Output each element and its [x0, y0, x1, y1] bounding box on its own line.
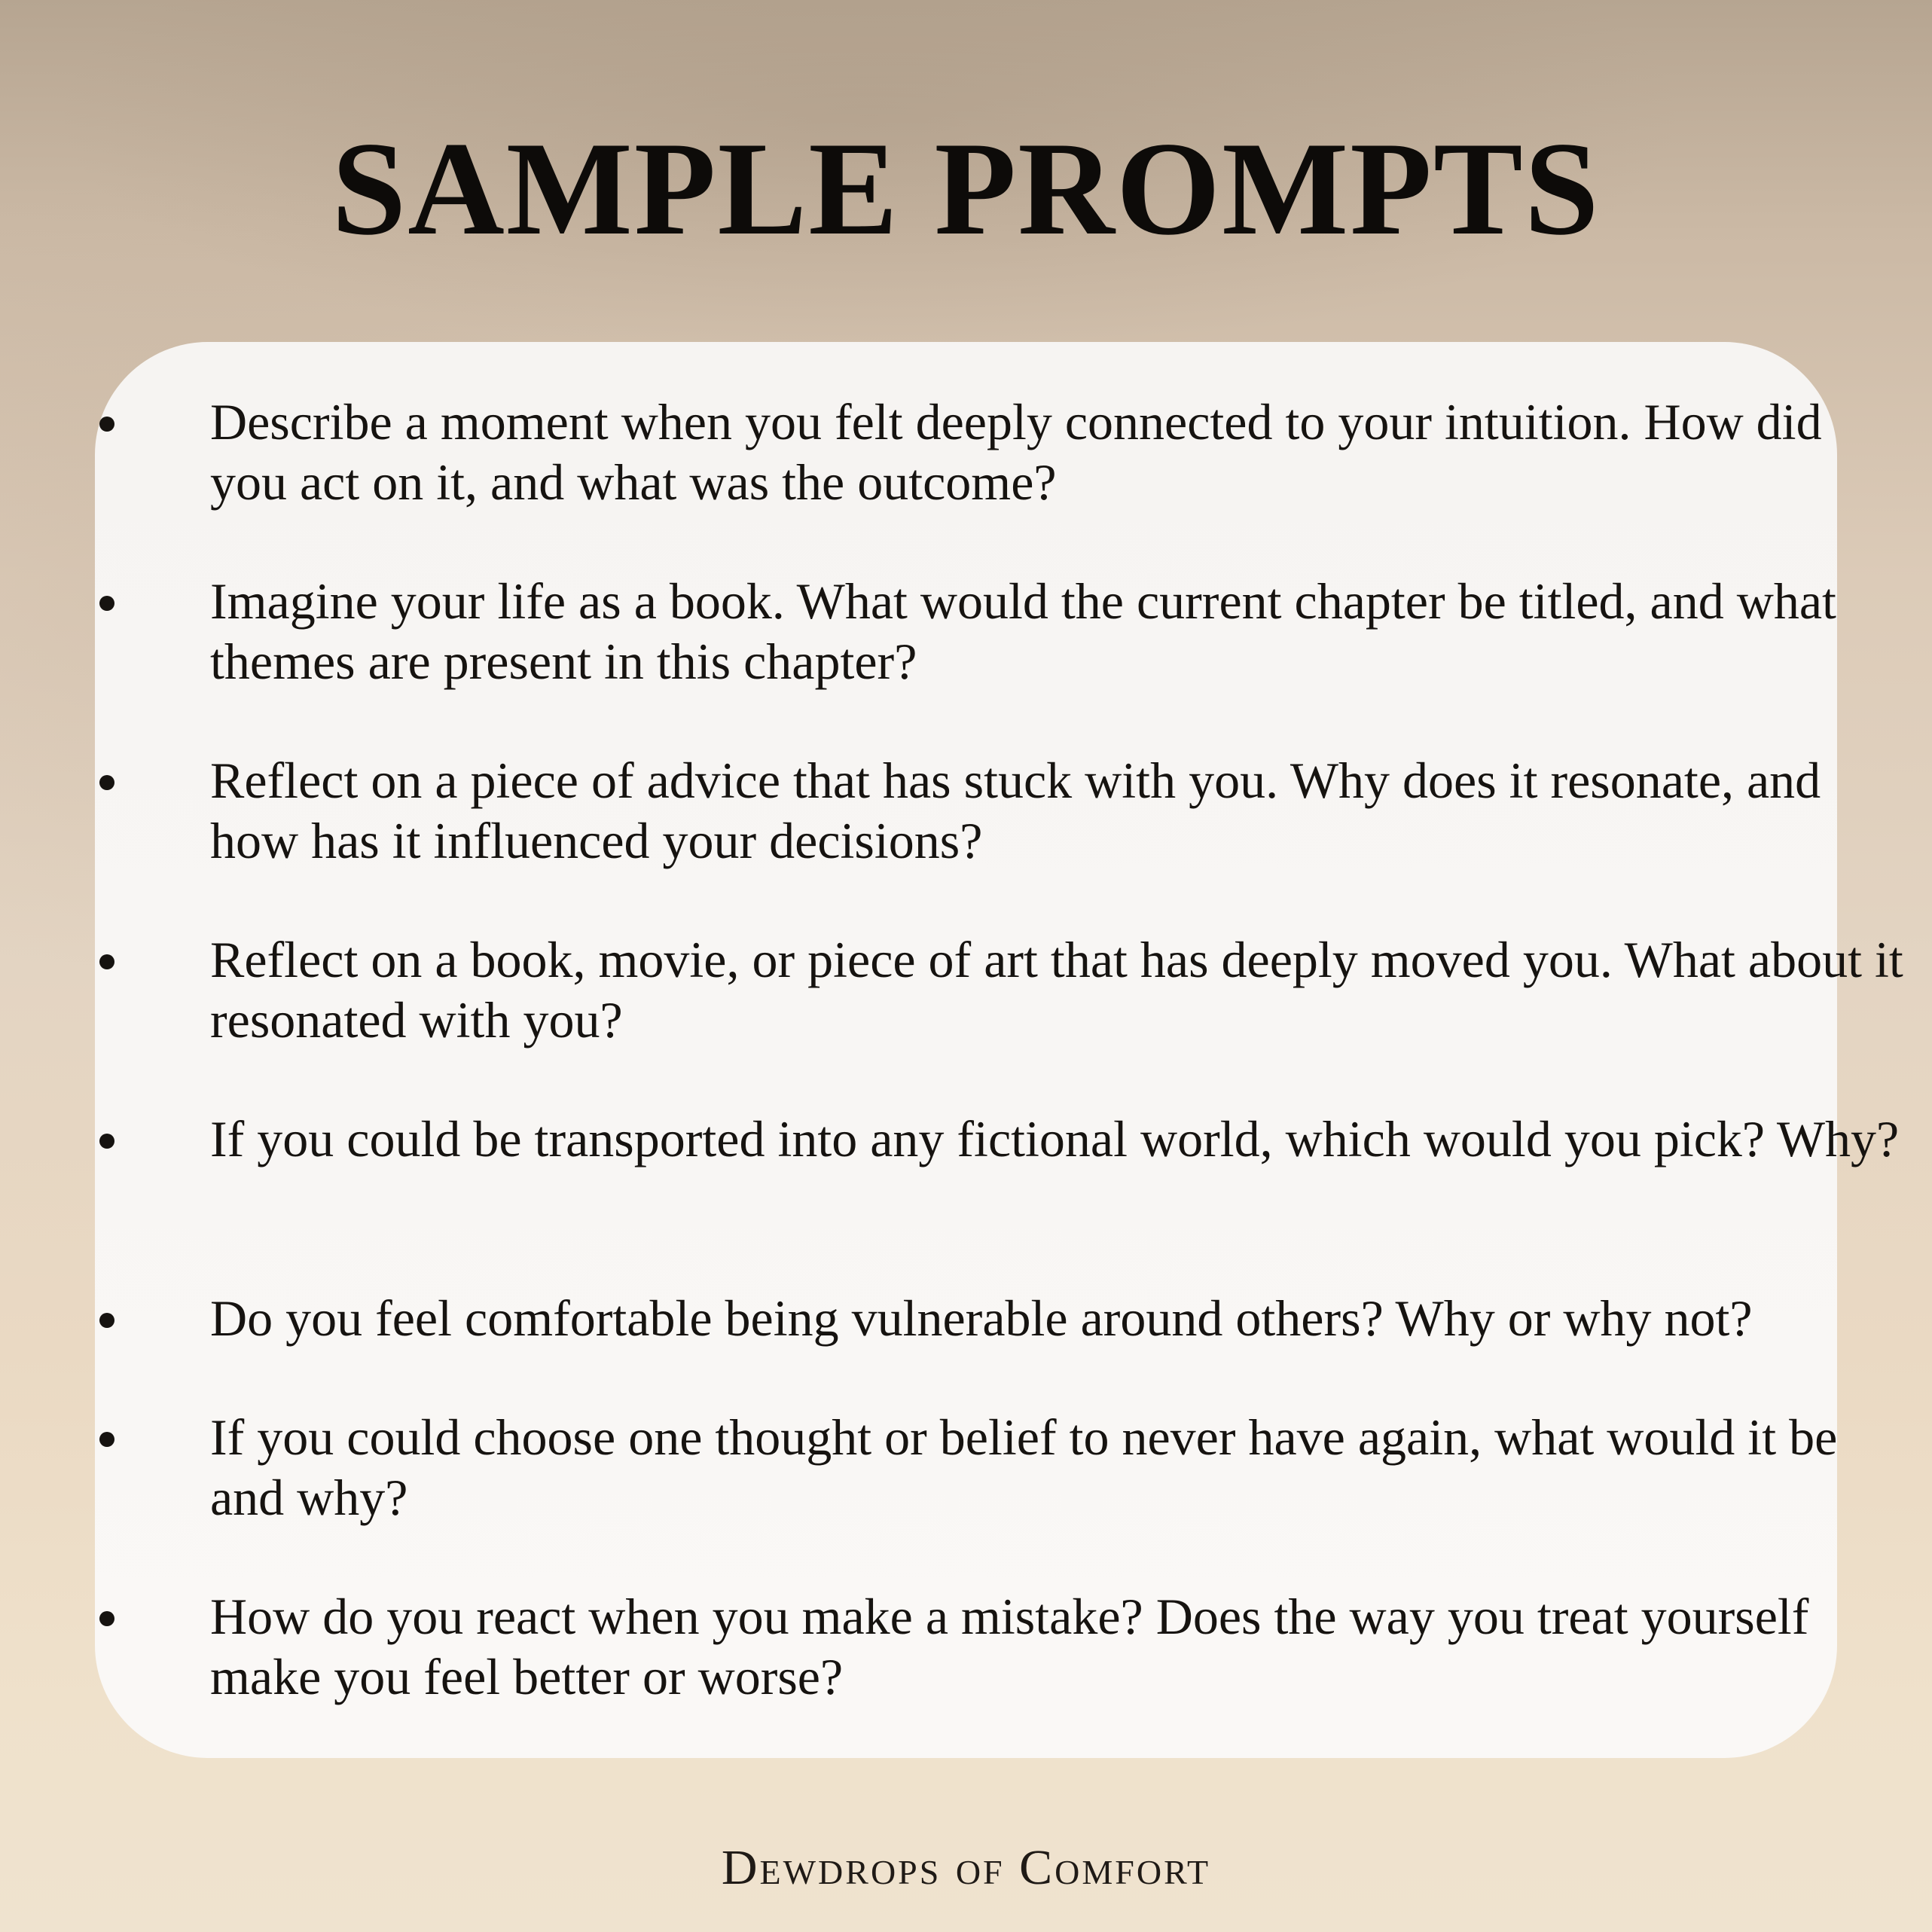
prompt-text: Imagine your life as a book. What would the current chapter be titled, and what themes are present in this chapter? — [210, 572, 1836, 690]
list-item — [210, 571, 1912, 691]
page-title: SAMPLE PROMPTS — [331, 114, 1601, 263]
bullet-icon — [99, 417, 114, 432]
prompt-text: How do you react when you make a mistake? Does the way you treat yourself make you feel better or worse? — [210, 1588, 1809, 1705]
bullet-icon — [99, 1134, 114, 1149]
list-item — [210, 750, 1912, 871]
list-item — [210, 392, 1912, 512]
bullet-icon — [99, 1313, 114, 1328]
bullet-icon — [99, 1611, 114, 1626]
bullet-icon — [99, 596, 114, 611]
prompt-text: Reflect on a book, movie, or piece of art that has deeply moved you. What about it resonated with you? — [210, 931, 1903, 1048]
bullet-icon — [99, 1432, 114, 1447]
list-item — [210, 929, 1912, 1050]
bullet-icon — [99, 954, 114, 969]
list-item — [210, 1407, 1912, 1528]
prompt-text: Reflect on a piece of advice that has stuck with you. Why does it resonate, and how has it influenced your decisions? — [210, 752, 1821, 869]
bullet-icon — [99, 775, 114, 790]
prompt-text: Describe a moment when you felt deeply connected to your intuition. How did you act on it, and what was the outcome? — [210, 393, 1822, 511]
prompt-text: If you could be transported into any fictional world, which would you pick? Why? — [210, 1110, 1900, 1167]
prompt-text: If you could choose one thought or belief to never have again, what would it be and why? — [210, 1409, 1838, 1526]
prompts-card — [95, 342, 1903, 1758]
list-item — [210, 1288, 1912, 1348]
list-item — [210, 1586, 1912, 1707]
list-item — [210, 1109, 1912, 1169]
brand-footer: Dewdrops of Comfort — [721, 1840, 1211, 1895]
prompt-text: Do you feel comfortable being vulnerable around others? Why or why not? — [210, 1290, 1753, 1347]
